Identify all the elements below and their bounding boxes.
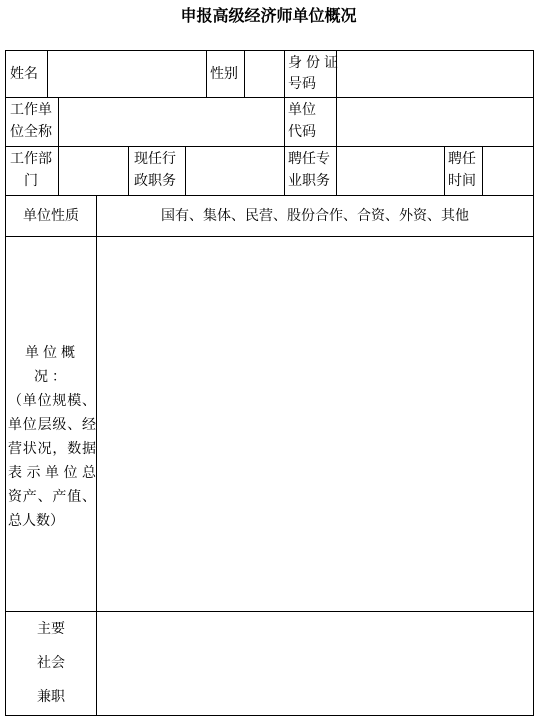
department-field[interactable] [59, 147, 128, 195]
row3-divider-d [284, 146, 285, 196]
table-border-left [5, 50, 6, 716]
unit-overview-field[interactable] [97, 237, 533, 611]
form-title: 申报高级经济师单位概况 [180, 6, 357, 25]
overview-label-line5: 表示单位总 [8, 465, 96, 481]
unit-name-label-line1: 工作单 [10, 102, 52, 118]
prof-post-field[interactable] [337, 147, 444, 195]
overview-label-line4: 营状况，数据 [8, 441, 96, 457]
unit-code-label-line2: 代码 [288, 124, 316, 140]
unit-nature-options[interactable]: 国有、集体、民营、股份合作、合资、外资、其他 [161, 208, 469, 224]
admin-post-label-line2: 政职务 [134, 173, 176, 189]
admin-post-field[interactable] [186, 147, 284, 195]
unit-nature-label: 单位性质 [23, 208, 79, 224]
overview-label-line6: 资产、产值、 [8, 489, 96, 505]
social-label-line3: 兼职 [37, 689, 65, 705]
unit-overview-label [8, 341, 96, 533]
table-border-bottom [5, 715, 534, 716]
social-label-line2: 社会 [37, 655, 65, 671]
row2-divider-b [284, 97, 285, 147]
admin-post-label-line1: 现任行 [134, 151, 176, 167]
social-positions-field[interactable] [97, 612, 533, 715]
row-divider-3 [5, 195, 534, 196]
unit-code-field[interactable] [337, 98, 533, 146]
overview-label-line1: 单位概况： [25, 345, 79, 385]
id-number-field[interactable] [337, 51, 533, 97]
row1-divider-b [206, 50, 207, 98]
department-label-line2: 门 [24, 173, 38, 189]
appoint-time-label-line2: 时间 [448, 173, 476, 189]
table-border-right [533, 50, 534, 716]
appoint-time-field[interactable] [483, 147, 533, 195]
row1-divider-d [284, 50, 285, 98]
row3-divider-b [128, 146, 129, 196]
unit-code-label-line1: 单位 [288, 102, 316, 118]
prof-post-label-line2: 业职务 [288, 173, 330, 189]
overview-label-line7: 总人数） [8, 513, 64, 529]
row3-divider-f [444, 146, 445, 196]
social-label-line1: 主要 [37, 621, 65, 637]
department-label-line1: 工作部 [10, 151, 52, 167]
id-number-label-line1: 身份证 [288, 55, 342, 71]
gender-field[interactable] [245, 51, 284, 97]
prof-post-label-line1: 聘任专 [288, 151, 330, 167]
overview-label-line2: （单位规模、 [8, 393, 96, 409]
unit-name-label-line2: 位全称 [10, 124, 52, 140]
unit-name-field[interactable] [59, 98, 284, 146]
id-number-label-line2: 号码 [288, 76, 316, 92]
gender-label: 性别 [210, 66, 238, 82]
name-label: 姓名 [10, 66, 38, 82]
overview-label-line3: 单位层级、经 [8, 417, 96, 433]
appoint-time-label-line1: 聘任 [448, 151, 476, 167]
name-field[interactable] [48, 51, 206, 97]
